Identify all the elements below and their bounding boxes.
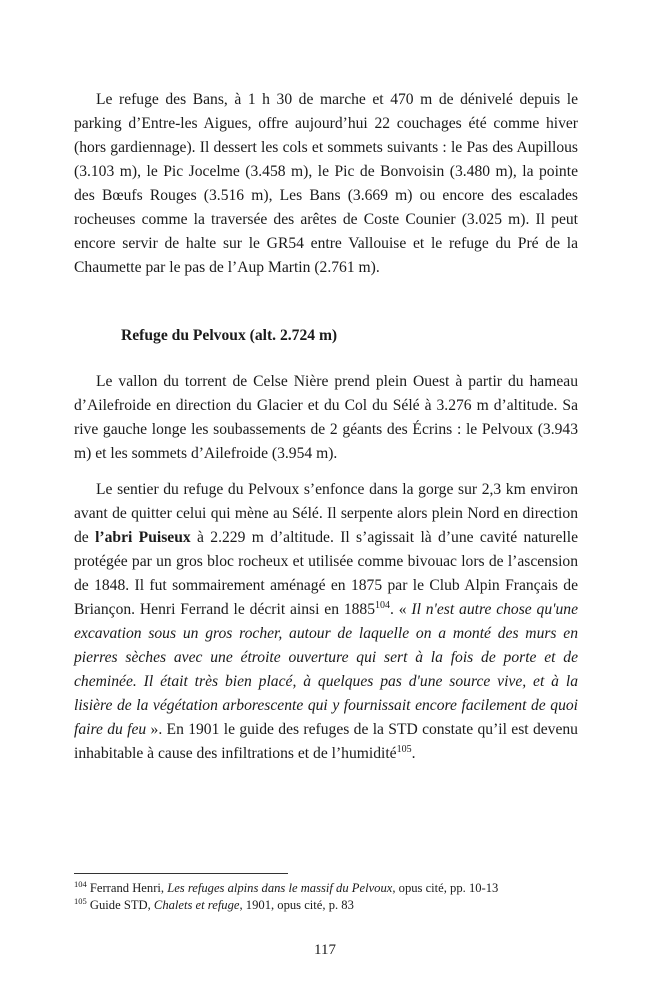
italic-quote: Il n'est autre chose qu'une excavation sous un gros rocher, autour de laquelle on a monté des murs en pierres sèches avec une étroite ouverture qui sert à la fois de porte et de cheminée. Il était très bien placé, à quelques pas d'une source vive, et à la lisière de la végétation arborescente qui y fournissait encore facilement de quoi faire du feu: [74, 601, 578, 738]
page-number: 117: [314, 942, 336, 958]
paragraph-vallon: Le vallon du torrent de Celse Nière prend plein Ouest à partir du hameau d’Ailefroide en direction du Glacier et du Col du Sélé à 3.276 m d’altitude. Sa rive gauche longe les soubassements de 2 géants des Écrins : le Pelvoux (3.943 m) et les sommets d’Ailefroide (3.954 m).: [74, 373, 578, 462]
text-segment: .: [411, 745, 416, 762]
page-body: [74, 88, 578, 766]
footnote-105: [74, 897, 578, 914]
footnote-divider: [74, 873, 288, 874]
text-segment: . «: [390, 601, 412, 618]
text-segment: Le sentier du refuge du Pelvoux s’enfonce dans la gorge sur 2,3 km environ avant de quitter celui qui mène au Sélé. Il serpente alors plein Nord en direction de: [74, 481, 578, 546]
text-segment: à 2.229 m d’altitude. Il s’agissait là d’une cavité naturelle protégée par un gros bloc rocheux et utilisée comme bivouac lors de l’ascension de 1848. Il fut sommairement aménagé en 1875 par le Club Alpin Français de Briançon. Henri Ferrand le décrit ainsi en 1885: [74, 529, 579, 618]
footnotes: [74, 873, 578, 914]
footnote-text: Guide STD,: [86, 898, 154, 912]
footnote-number: 105: [74, 895, 87, 906]
footnote-104: [74, 880, 578, 897]
footnote-text: , opus cité, pp. 10-13: [392, 881, 499, 895]
footnote-title: Les refuges alpins dans le massif du Pelvoux: [167, 881, 393, 895]
paragraph-refuge-des-bans: Le refuge des Bans, à 1 h 30 de marche et 470 m de dénivelé depuis le parking d’Entre-les Aigues, offre aujourd’hui 22 couchages été comme hiver (hors gardiennage). Il dessert les cols et sommets suivants : le Pas des Aupillous (3.103 m), le Pic Jocelme (3.458 m), le Pic de Bonvoisin (3.480 m), la pointe des Bœufs Rouges (3.516 m), Les Bans (3.669 m) ou encore des escalades rocheuses comme la traversée des arêtes de Coste Counier (3.025 m). Il peut encore servir de halte sur le GR54 entre Vallouise et le refuge du Pré de la Chaumette par le pas de l’Aup Martin (2.761 m).: [74, 91, 578, 276]
bold-place-name: l’abri Puiseux: [95, 529, 191, 546]
text-segment: ». En 1901 le guide des refuges de la STD constate qu’il est devenu inhabitable à cause des infiltrations et de l’humidité: [74, 721, 578, 762]
footnote-number: 104: [74, 878, 87, 889]
footnote-text: , 1901, opus cité, p. 83: [239, 898, 354, 912]
section-heading: Refuge du Pelvoux (alt. 2.724 m): [121, 327, 338, 344]
footnote-text: Ferrand Henri,: [86, 881, 168, 895]
footnote-ref-105: 105: [396, 743, 412, 755]
footnote-ref-104: 104: [375, 599, 391, 611]
footnote-title: Chalets et refuge: [153, 898, 240, 912]
paragraph-sentier: [74, 478, 578, 766]
